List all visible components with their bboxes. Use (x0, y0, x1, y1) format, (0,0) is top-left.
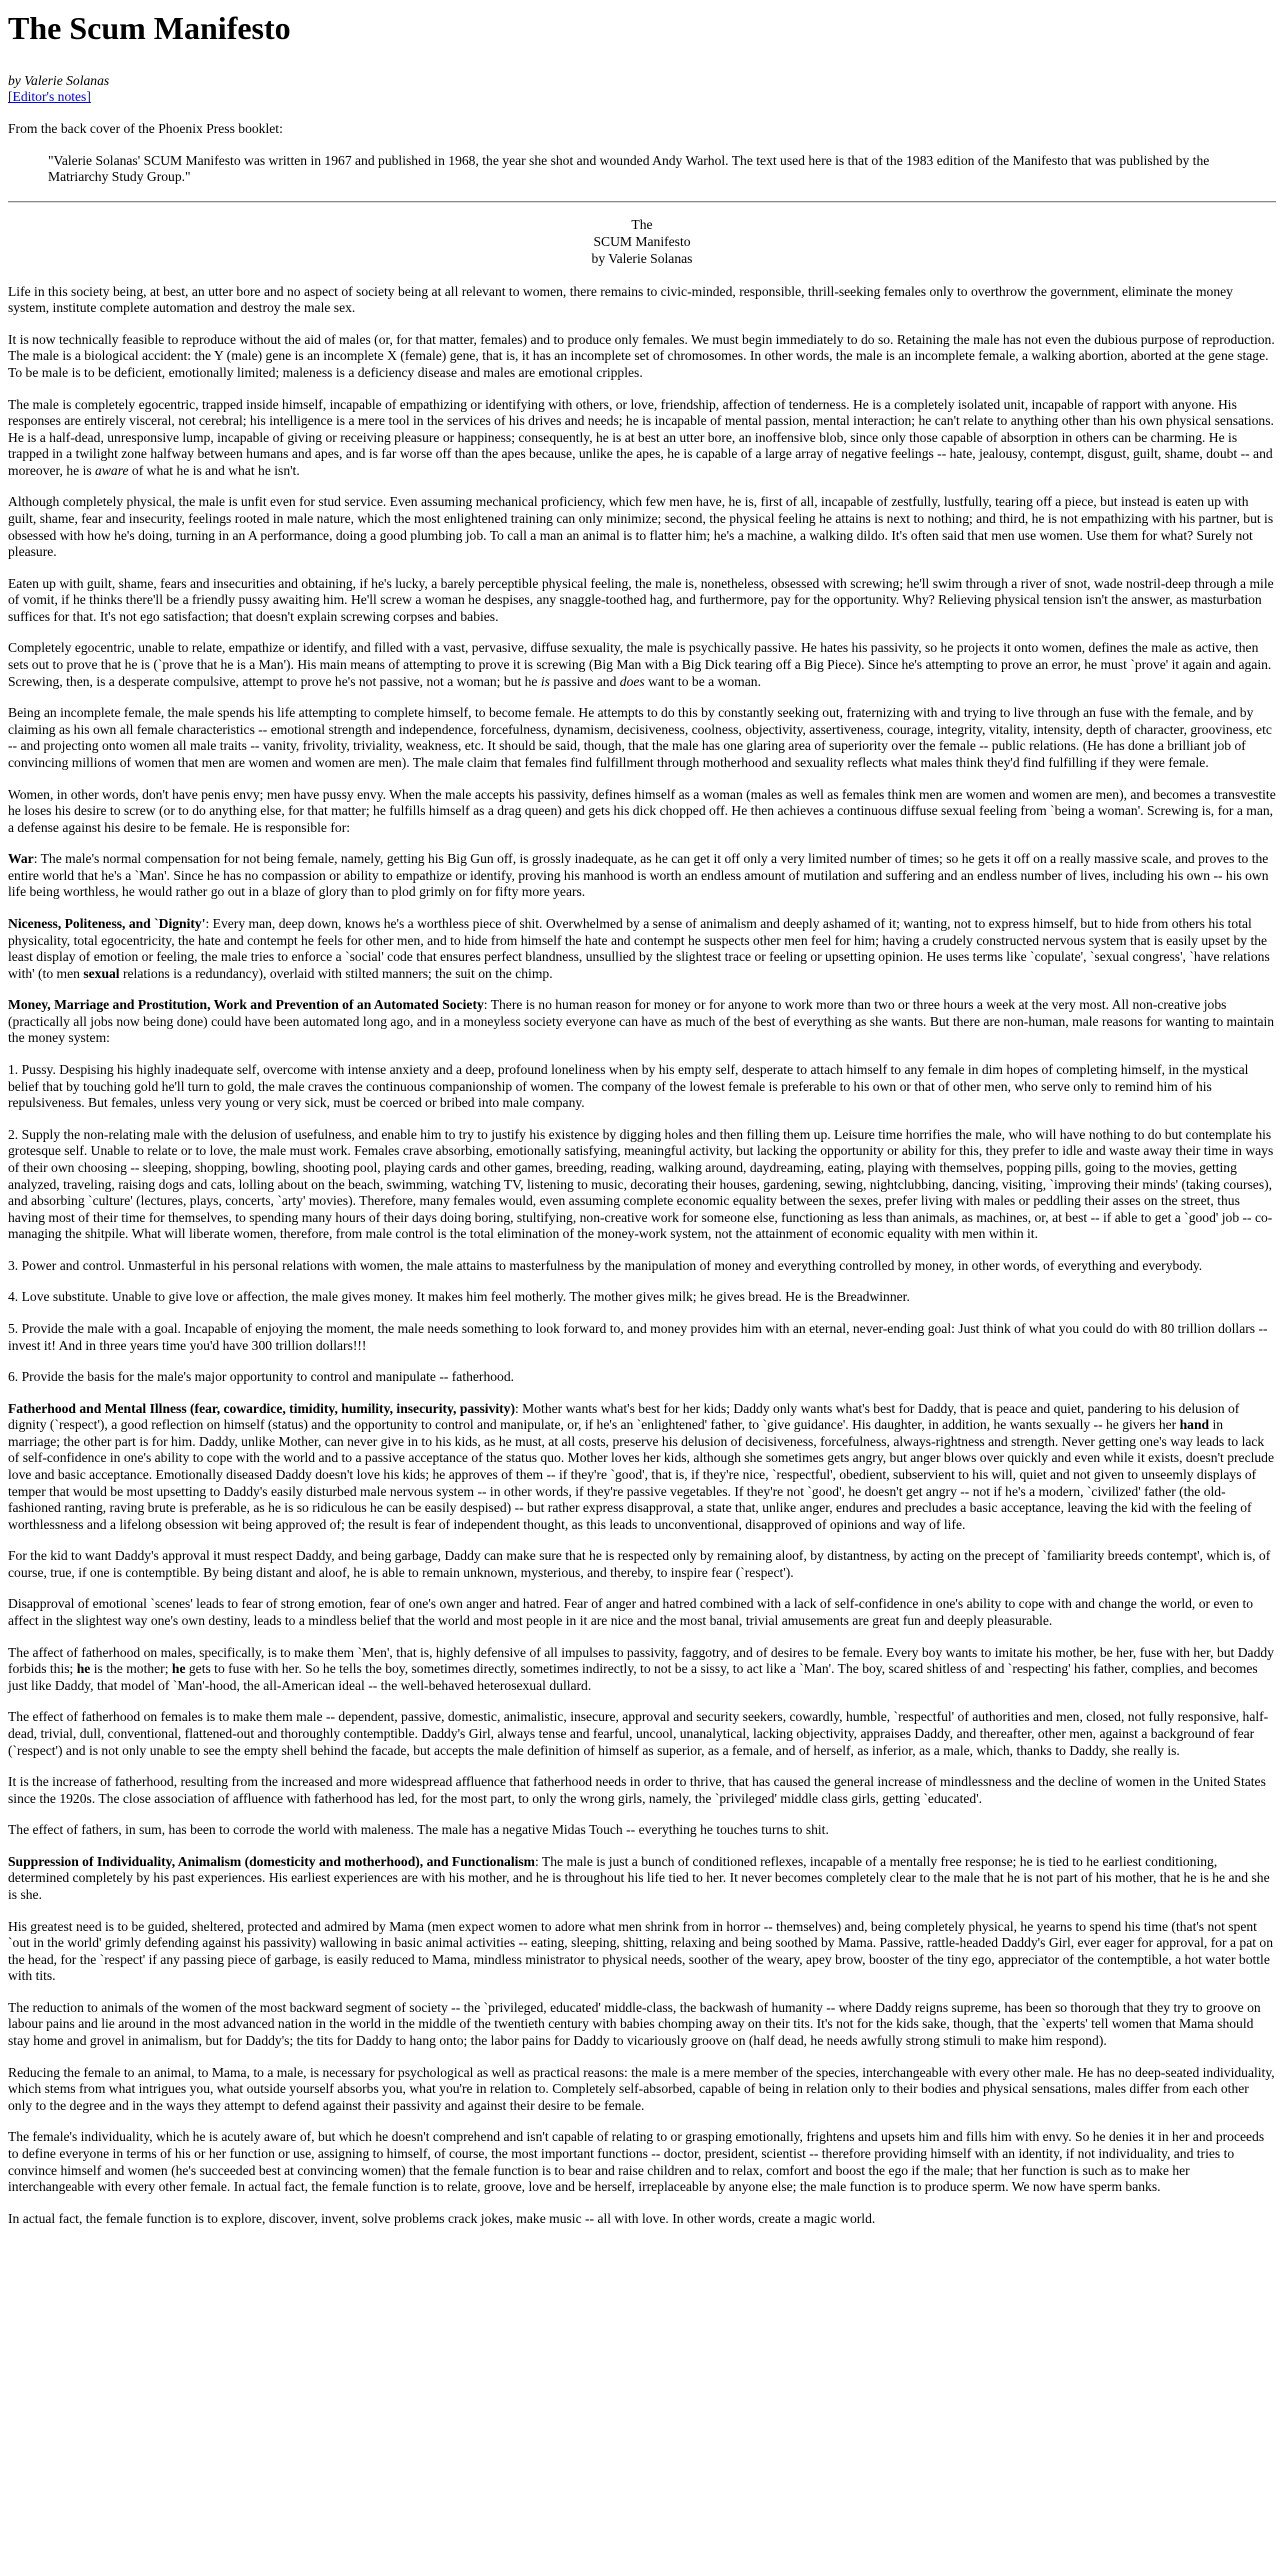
page-title: The Scum Manifesto (8, 10, 291, 46)
paragraph-intro: Life in this society being, at best, an utter bore and no aspect of society being at all relevant to women, there remains to civic-minded, responsible, thrill-seeking females only to overthrow the government, eliminate the money system, institute complete automation and destroy the male sex. (8, 283, 1233, 316)
paragraph-disapproval: Disapproval of emotional `scenes' leads to fear of strong emotion, fear of one's own anger and hatred. Fear of anger and hatred combined with a lack of self-confidence in one's ability to cope with and change the world, or even to affect in the slightest way one's own destiny, leads to a mindless belief that the world and most people in it are nice and the most banal, trivial amusements are great fun and deeply pleasurable. (8, 1596, 1254, 1629)
paragraph-respect: For the kid to want Daddy's approval it must respect Daddy, and being garbage, Daddy can make sure that he is respected only by remaining aloof, by distantness, by acting on the precept of `familiarity breeds contempt', which is, of course, true, if one is contemptible. By being distant and aloof, he is able to remain unknown, mysterious, and thereby, to inspire fear (`respect'). (8, 1548, 1271, 1580)
section-heading: Suppression of Individuality, Animalism (domesticity and motherhood), and Functionalism (8, 1853, 535, 1869)
paragraph-individuality: The female's individuality, which he is acutely aware of, but which he doesn't comprehend and isn't capable of relating to or grasping emotionally, frightens and upsets him and fills him with envy. So he denies it in her and proceeds to define everyone in terms of his or her function or use, assigning to himself, of course, the most important functions -- doctor, president, scientist -- therefore providing himself with an identity, if not individuality, and tries to convince himself and women (he's succeeded best at convincing women) that the female function is to bear and raise children and to relax, comfort and boost the ego if the male; that her function is such as to make her interchangeable with every other female. In actual fact, the female function is to relate, groove, love and be herself, irreplaceable by anyone else; the male function is to produce sperm. We now have sperm banks. (8, 2129, 1265, 2195)
paragraph-incomplete-female: Being an incomplete female, the male spends his life attempting to complete himself, to become female. He attempts to do this by constantly seeking out, fraternizing with and trying to live through an fuse with the female, and by claiming as his own all female characteristics -- emotional strength and independence, forcefulness, dynamism, decisiveness, coolness, objectivity, assertiveness, courage, integrity, vitality, intensity, depth of character, grooviness, etc -- and projecting onto women all male traits -- vanity, frivolity, triviality, weakness, etc. It should be said, though, that the male has one glaring area of superiority over the female -- public relations. (He has done a brilliant job of convincing millions of women that men are women and women are men). The male claim that females find fulfillment through motherhood and sexuality reflects what males think they'd find fulfilling if they were female. (8, 705, 1272, 770)
author-byline: by Valerie Solanas (8, 72, 110, 88)
list-item: 6. Provide the basis for the male's major opportunity to control and manipulate -- fatherhood. (8, 1369, 515, 1385)
section-heading: Niceness, Politeness, and `Dignity' (8, 915, 206, 931)
divider (8, 201, 1276, 203)
paragraph-magic-world: In actual fact, the female function is to explore, discover, invent, solve problems crack jokes, make music -- all with love. In other words, create a magic world. (8, 2210, 876, 2226)
centered-title-name: SCUM Manifesto (593, 233, 691, 249)
section-suppression: Suppression of Individuality, Animalism (domesticity and motherhood), and Functionalism: The male is just a bunch of conditioned reflexes, incapable of a mentally free response; he is tied to he earliest conditioning, determined completely by his past experiences. His earliest experiences are with his mother, and he is throughout his life tied to her. It never becomes completely clear to the male that he is not part of his mother, that he is he and she is she. (8, 1853, 1270, 1902)
paragraph-reducing: Reducing the female to an animal, to Mama, to a male, is necessary for psychological as well as practical reasons: the male is a mere member of the species, interchangeable with every other male. He has no deep-seated individuality, which stems from what intrigues you, what outside yourself absorbs you, what you're in relation to. Completely self-absorbed, capable of being in relation only to their bodies and physical sensations, males differ from each other only to the degree and in the ways they attempt to defend against their passivity and against their desire to be female. (8, 2064, 1275, 2113)
paragraph-egocentric: The male is completely egocentric, trapped inside himself, incapable of empathizing or identifying with others, or love, friendship, affection of tenderness. He is a completely isolated unit, incapable of rapport with anyone. His responses are entirely visceral, not cerebral; his intelligence is a mere tool in the services of his drives and needs; he is incapable of mental passion, mental interaction; he can't relate to anything other than his own physical sensations. He is a half-dead, unresponsive lump, incapable of giving or receiving pleasure or happiness; consequently, he is at best an utter bore, an inoffensive blob, since only those capable of absorption in others can be charming. He is trapped in a twilight zone halfway between humans and apes, and is far worse off than the apes because, unlike the apes, he is capable of a large array of negative feelings -- hate, jealousy, contempt, disgust, guilt, shame, doubt -- and moreover, he is aware of what he is and what he isn't. (8, 396, 1274, 478)
centered-title-the: The (631, 216, 653, 232)
back-cover-label: From the back cover of the Phoenix Press booklet: (8, 120, 283, 136)
paragraph-reproduce: It is now technically feasible to reproduce without the aid of males (or, for that matter, females) and to produce only females. We must begin immediately to do so. Retaining the male has not even the dubious purpose of reproduction. The male is a biological accident: the Y (male) gene is an incomplete X (female) gene, that is, it has an incomplete set of chromosomes. In other words, the male is an incomplete female, a walking abortion, aborted at the gene stage. To be male is to be deficient, emotionally limited; maleness is a deficiency disease and males are emotional cripples. (8, 331, 1275, 380)
paragraph-reduction: The reduction to animals of the women of the most backward segment of society -- the `privileged, educated' middle-class, the backwash of humanity -- where Daddy reigns supreme, has been so thorough that they try to groove on labour pains and lie around in the most advanced nation in the world in the middle of the twentieth century with babies chomping away on their tits. It's not for the kids sake, though, that the `experts' tell women that Mama should stay home and grovel in animalism, but for Daddy's; the tits for Daddy to hang onto; the labor pains for Daddy to vicariously groove on (half dead, he needs awfully strong stimuli to make him respond). (8, 1999, 1261, 2049)
editor-notes-link[interactable]: [Editor's notes] (8, 89, 91, 105)
paragraph-guilt: Eaten up with guilt, shame, fears and insecurities and obtaining, if he's lucky, a barely perceptible physical feeling, the male is, nonetheless, obsessed with screwing; he'll swim through a river of snot, wade nostril-deep through a mile of vomit, if he thinks there'll be a friendly pussy awaiting him. He'll screw a woman he despises, any snaggle-toothed hag, and furthermore, pay for the opportunity. Why? Relieving physical tension isn't the answer, as masturbation suffices for that. It's not ego satisfaction; that doesn't explain screwing corpses and babies. (8, 575, 1274, 624)
section-heading: War (8, 851, 34, 867)
section-money: Money, Marriage and Prostitution, Work and Prevention of an Automated Society: There is no human reason for money or for anyone to work more than two or three hours a week at the very most. All non-creative jobs (practically all jobs now being done) could have been automated long ago, and in a moneyless society everyone can have as much of the best of everything as she wants. But there are non-human, male reasons for wanting to maintain the money system: (8, 997, 1275, 1046)
list-item: 5. Provide the male with a goal. Incapable of enjoying the moment, the male needs something to look forward to, and money provides him with an eternal, never-ending goal: Just think of what you could do with 80 trillion dollars -- invest it! And in three years time you'd have 300 trillion dollars!!! (8, 1320, 1268, 1353)
section-fatherhood: Fatherhood and Mental Illness (fear, cowardice, timidity, humility, insecurity, passivity): Mother wants what's best for her kids; Daddy only wants what's best for Daddy, that is peace and quiet, pandering to his delusion of dignity (`respect'), a good reflection on himself (status) and the opportunity to control and manipulate, or, if he's an `enlightened' father, to `give guidance'. His daughter, in addition, he wants sexually -- he givers her hand in marriage; the other part is for him. Daddy, unlike Mother, can never give in to his kids, as he must, at all costs, preserve his delusion of decisiveness, forcefulness, always-rightness and strength. Never getting one's way leads to lack of self-confidence in one's ability to cope with the world and to a passive acceptance of the status quo. Mother loves her kids, although she sometimes gets angry, but anger blows over quickly and even while it exists, doesn't preclude love and basic acceptance. Emotionally diseased Daddy doesn't love his kids; he approves of them -- if they're `good', that is, if they're nice, `respectful', obedient, subservient to his will, quiet and not given to unseemly displays of temper that would be most upsetting to Daddy's easily disturbed male nervous system -- in other words, if they're passive vegetables. If they're not `good', he doesn't get angry -- not if he's a modern, `civilized' father (the old-fashioned ranting, raving brute is preferable, as he is so ridiculous he can be easily despised) -- but rather express disapproval, a state that, unlike anger, endures and precludes a basic acceptance, leaving the kid with the feeling of worthlessness and a lifelong obsession wit being approved of; the result is fear of independent thought, as this leads to unconventional, disapproved of opinions and way of life. (8, 1400, 1275, 1532)
paragraph-mama: His greatest need is to be guided, sheltered, protected and admired by Mama (men expect women to adore what men shrink from in horror -- themselves) and, being completely physical, he yearns to spend his time (that's not spent `out in the world' grimly defending against his passivity) wallowing in basic animal activities -- eating, sleeping, shitting, relaxing and being soothed by Mama. Passive, rattle-headed Daddy's Girl, ever eager for approval, for a pat on the head, for the `respect' if any passing piece of garbage, is easily reduced to Mama, mindless ministrator to physical needs, soother of the weary, apey brow, booster of the tiny ego, appreciator of the contemptible, a hot water bottle with tits. (8, 1918, 1274, 1984)
centered-title-block (8, 217, 1276, 268)
list-item: 3. Power and control. Unmasterful in his personal relations with women, the male attains to masterfulness by the manipulation of money and everything controlled by money, in other words, of everything and everybody. (8, 1257, 1203, 1273)
back-cover-quote: "Valerie Solanas' SCUM Manifesto was written in 1967 and published in 1968, the year she shot and wounded Andy Warhol. The text used here is that of the 1983 edition of the Manifesto that was published by the Matriarchy Study Group." (48, 152, 1210, 185)
section-heading: Fatherhood and Mental Illness (fear, cowardice, timidity, humility, insecurity, passivity) (8, 1400, 515, 1416)
centered-title-author: by Valerie Solanas (591, 250, 693, 266)
section-niceness: Niceness, Politeness, and `Dignity': Every man, deep down, knows he's a worthless piece of shit. Overwhelmed by a sense of animalism and deeply ashamed of it; wanting, not to express himself, but to hide from others his total physicality, total egocentricity, the hate and contempt he feels for other men, and to hide from himself the hate and contempt he suspects other men feel for him; having a crudely constructed nervous system that is easily upset by the least display of emotion or feeling, the male tries to enforce a `social' code that ensures perfect blandness, unsullied by the slightest trace or feeling or upsetting opinion. He uses terms like `copulate', `sexual congress', `have relations with' (to men sexual relations is a redundancy), overlaid with stilted manners; the suit on the chimp. (8, 915, 1270, 981)
list-item: 1. Pussy. Despising his highly inadequate self, overcome with intense anxiety and a deep, profound loneliness when by his empty self, desperate to attach himself to any female in dim hopes of completing himself, in the mystical belief that by touching gold he'll turn to gold, the male craves the continuous companionship of women. The company of the lowest female is preferable to his own or that of other men, who serve only to remind him of his repulsiveness. But females, unless very young or very sick, must be coerced or bribed into male company. (8, 1062, 1249, 1111)
paragraph-pussy-envy: Women, in other words, don't have penis envy; men have pussy envy. When the male accepts his passivity, defines himself as a woman (males as well as females think men are women and women are men), and becomes a transvestite he loses his desire to screw (or to do anything else, for that matter; he fulfills himself as a drag queen) and gets his dick chopped off. He then achieves a continuous diffuse sexual feeling from `being a woman'. Screwing is, for a man, a defense against his desire to be female. He is responsible for: (8, 786, 1276, 835)
paragraph-physical: Although completely physical, the male is unfit even for stud service. Even assuming mechanical proficiency, which few men have, he is, first of all, incapable of zestfully, lustfully, tearing off a piece, but instead is eaten up with guilt, shame, fear and insecurity, feelings rooted in male nature, which the most enlightened training can only minimize; second, the physical feeling he attains is next to nothing; and third, he is not empathizing with his partner, but is obsessed with how he's doing, turning in an A performance, doing a good plumbing job. To call a man an animal is to flatter him; he's a machine, a walking dildo. It's often said that men use women. Use them for what? Surely not pleasure. (8, 494, 1274, 560)
paragraph-increase: It is the increase of fatherhood, resulting from the increased and more widespread affluence that fatherhood needs in order to thrive, that has caused the general increase of mindlessness and the decline of women in the United States since the 1920s. The close association of affluence with fatherhood has led, for the most part, to only the wrong girls, namely, the `privileged' middle class girls, getting `educated'. (8, 1774, 1266, 1806)
list-item: 4. Love substitute. Unable to give love or affection, the male gives money. It makes him feel motherly. The mother gives milk; he gives bread. He is the Breadwinner. (8, 1289, 910, 1305)
section-war: War: The male's normal compensation for not being female, namely, getting his Big Gun off, is grossly inadequate, as he can get it off only a very limited number of times; so he gets it off on a really massive scale, and proves to the entire world that he's a `Man'. Since he has no compassion or ability to empathize or identify, proving his manhood is worth an endless amount of mutilation and suffering and an endless number of lives, including his own -- his own life being worthless, he would rather go out in a blaze of glory than to plod grimly on for fifty more years. (8, 851, 1269, 900)
list-item: 2. Supply the non-relating male with the delusion of usefulness, and enable him to try to justify his existence by digging holes and then filling them up. Leisure time horrifies the male, who will have nothing to do but contemplate his grotesque self. Unable to relate or to love, the male must work. Females crave absorbing, emotionally satisfying, meaningful activity, but lacking the opportunity or ability for this, they prefer to idle and waste away their time in ways of their own choosing -- sleeping, shopping, bowling, shooting pool, playing cards and other games, breeding, reading, walking around, daydreaming, eating, playing with themselves, popping pills, going to the movies, getting analyzed, traveling, raising dogs and cats, lolling about on the beach, swimming, watching TV, listening to music, decorating their houses, gardening, sewing, nightclubbing, dancing, visiting, `improving their minds' (taking courses), and absorbing `culture' (lectures, plays, concerts, `arty' movies). Therefore, many females would, even assuming complete economic equality between the sexes, prefer living with males or peddling their asses on the street, thus having most of their time for themselves, to spending many hours of their days doing boring, stultifying, non-creative work for someone else, functioning as less than animals, as machines, or, at best -- if able to get a `good' job -- co-managing the shitpile. What will liberate women, therefore, from male control is the total elimination of the money-work system, not the attainment of economic equality with men within it. (8, 1126, 1274, 1242)
paragraph-passive: Completely egocentric, unable to relate, empathize or identify, and filled with a vast, pervasive, diffuse sexuality, the male is psychically passive. He hates his passivity, so he projects it onto women, defines the male as active, then sets out to prove that he is (`prove that he is a Man'). His main means of attempting to prove it is screwing (Big Man with a Big Dick tearing off a Big Piece). Since he's attempting to prove an error, he must `prove' it again and again. Screwing, then, is a desperate compulsive, attempt to prove he's not passive, not a woman; but he is passive and does want to be a woman. (8, 640, 1272, 689)
section-heading: Money, Marriage and Prostitution, Work and Prevention of an Automated Society (8, 997, 484, 1013)
paragraph-midas: The effect of fathers, in sum, has been to corrode the world with maleness. The male has a negative Midas Touch -- everything he touches turns to shit. (8, 1822, 829, 1838)
paragraph-effect-females: The effect of fatherhood on females is to make them male -- dependent, passive, domestic, animalistic, insecure, approval and security seekers, cowardly, humble, `respectful' of authorities and men, closed, not fully responsive, half-dead, trivial, dull, conventional, flattened-out and thoroughly contemptible. Daddy's Girl, always tense and fearful, uncool, unanalytical, lacking objectivity, appraises Daddy, and thereafter, other men, against a background of fear (`respect') and is not only unable to see the empty shell behind the facade, but accepts the male definition of himself as superior, as a female, and of herself, as inferior, as a male, which, thanks to Daddy, she really is. (8, 1709, 1269, 1758)
paragraph-affect-males: The affect of fatherhood on males, specifically, is to make them `Men', that is, highly defensive of all impulses to passivity, faggotry, and of desires to be female. Every boy wants to imitate his mother, be her, fuse with her, but Daddy forbids this; he is the mother; he gets to fuse with her. So he tells the boy, sometimes directly, sometimes indirectly, to not be a sissy, to act like a `Man'. The boy, scared shitless of and `respecting' his father, complies, and becomes just like Daddy, that model of `Man'-hood, the all-American ideal -- the well-behaved heterosexual dullard. (8, 1644, 1274, 1693)
